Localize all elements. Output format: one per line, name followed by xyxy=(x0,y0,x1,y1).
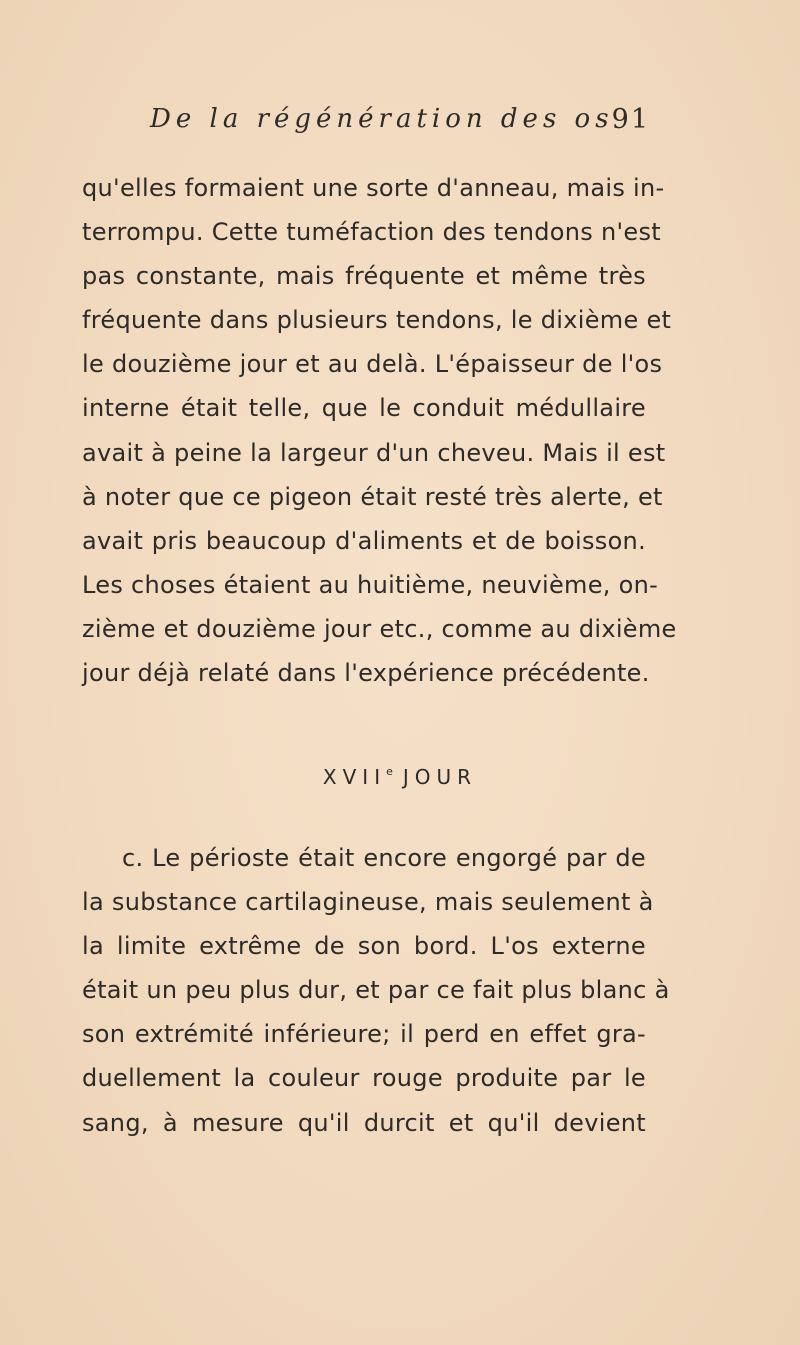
paragraph-2 xyxy=(82,836,670,1145)
text-line: qu'elles formaient une sorte d'anneau, mais in- xyxy=(82,174,665,202)
text-line: était un peu plus dur, et par ce fait plus blanc à xyxy=(82,976,670,1005)
section-word: JOUR xyxy=(402,765,478,789)
text-line: la limite extrême de son bord. L'os externe xyxy=(82,932,646,961)
section-heading xyxy=(0,765,800,789)
section-superscript: e xyxy=(386,765,393,778)
text-line: pas constante, mais fréquente et même très xyxy=(82,262,646,291)
text-line: zième et douzième jour etc., comme au dixième xyxy=(82,614,677,643)
text-line: la substance cartilagineuse, mais seulement à xyxy=(82,888,654,917)
text-line: avait à peine la largeur d'un cheveu. Mais il est xyxy=(82,438,666,467)
running-title: De la régénération des os xyxy=(150,104,614,134)
text-line: duellement la couleur rouge produite par le xyxy=(82,1064,646,1093)
text-line: à noter que ce pigeon était resté très alerte, et xyxy=(82,482,663,511)
page-number: 91 xyxy=(611,104,650,135)
text-line: jour déjà relaté dans l'expérience précédente. xyxy=(82,659,650,688)
paragraph-1 xyxy=(82,166,677,695)
text-line: son extrémité inférieure; il perd en effet gra- xyxy=(82,1020,646,1049)
running-header xyxy=(150,104,650,148)
text-line: avait pris beaucoup d'aliments et de boisson. xyxy=(82,526,646,555)
text-line: Les choses étaient au huitième, neuvième, on- xyxy=(82,570,659,599)
text-line: interne était telle, que le conduit médullaire xyxy=(82,394,646,423)
text-line: terrompu. Cette tuméfaction des tendons n'est xyxy=(82,218,661,247)
text-line: fréquente dans plusieurs tendons, le dixième et xyxy=(82,306,672,335)
text-line: c. Le périoste était encore engorgé par de xyxy=(122,844,646,872)
text-line: sang, à mesure qu'il durcit et qu'il devient xyxy=(82,1108,646,1137)
text-line: le douzième jour et au delà. L'épaisseur de l'os xyxy=(82,350,663,379)
section-numeral: XVII xyxy=(322,765,387,789)
